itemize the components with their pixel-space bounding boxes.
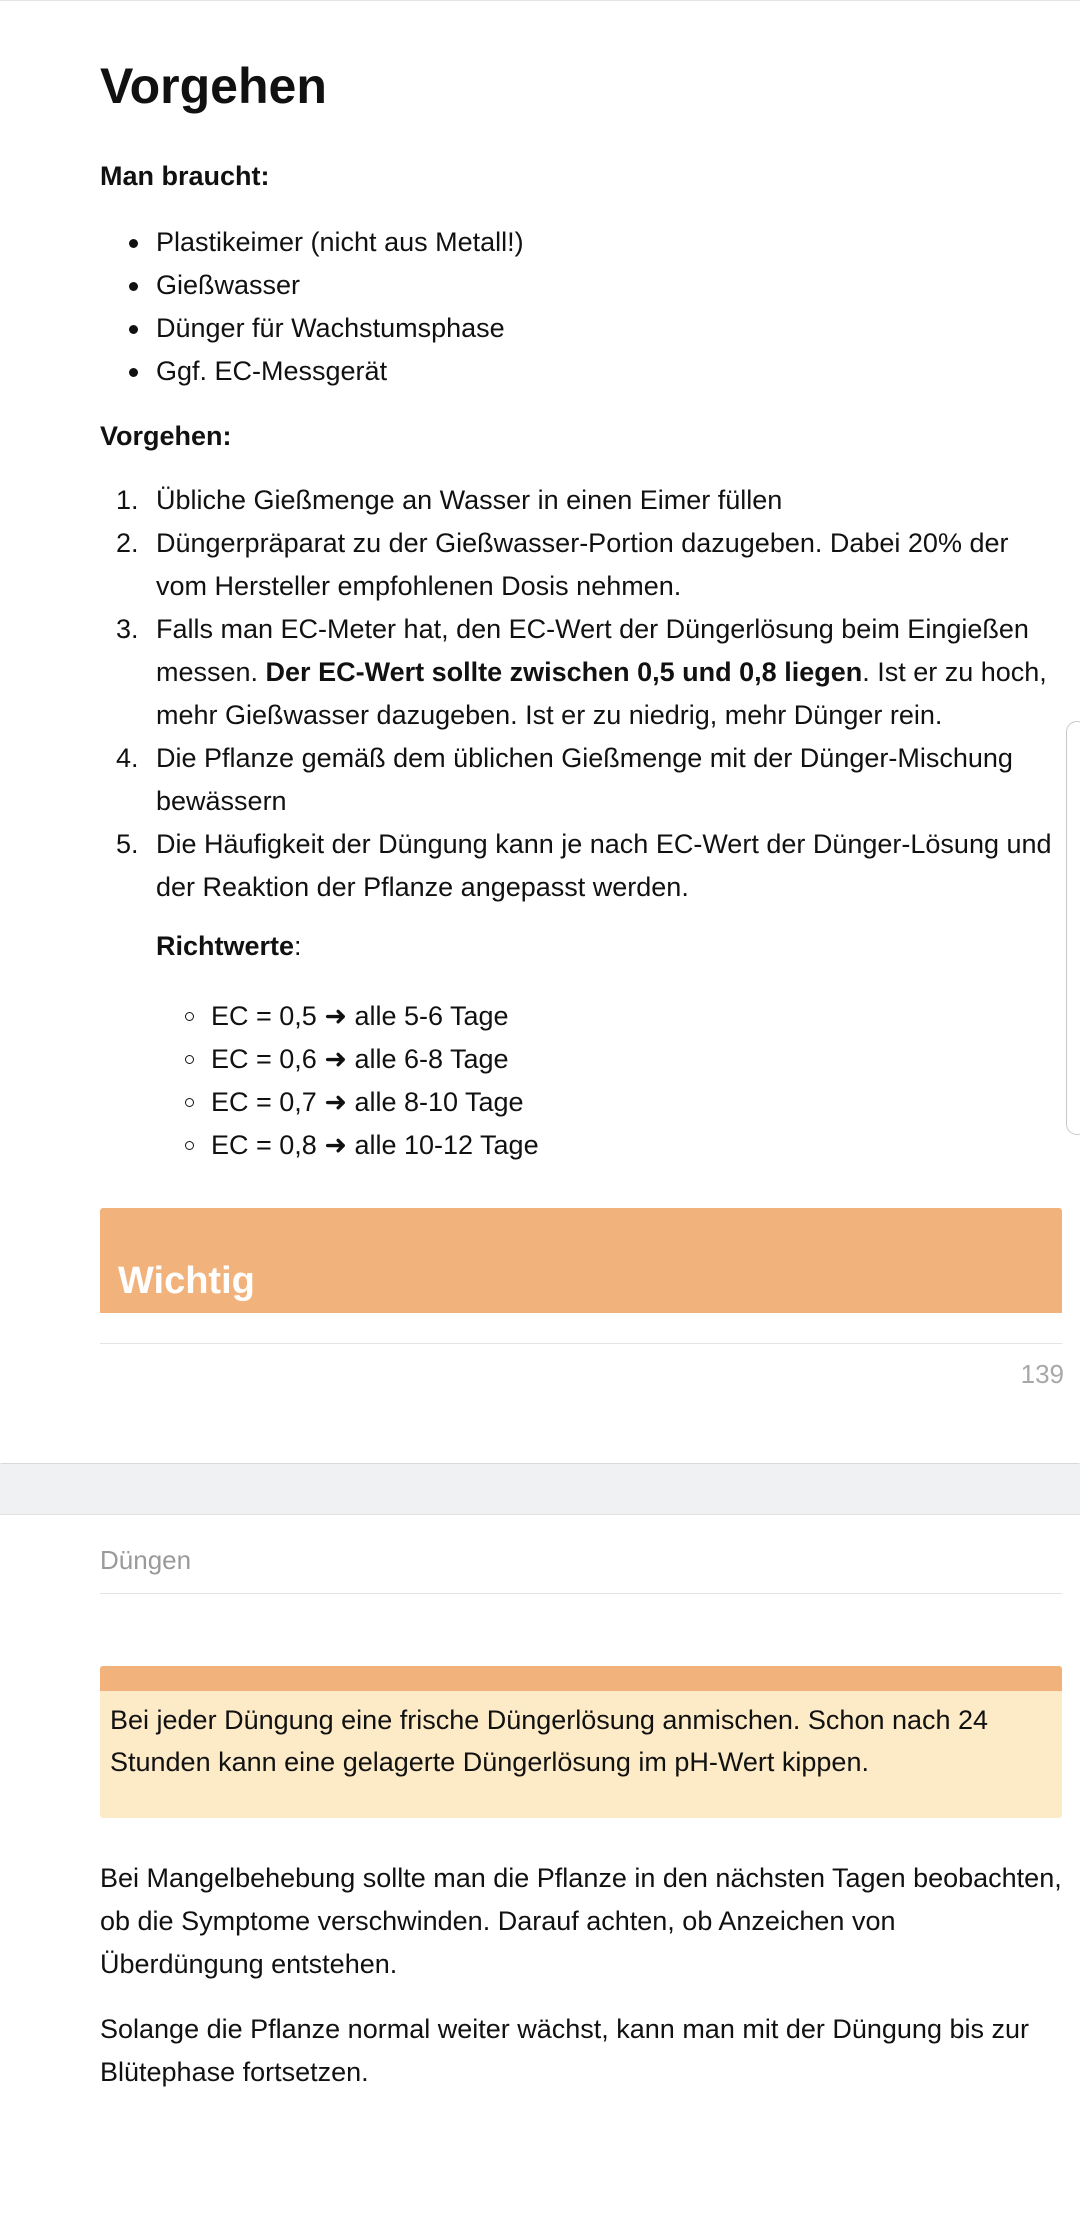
page-heading: Vorgehen xyxy=(100,58,327,114)
list-item: EC = 0,5 ➜ alle 5-6 Tage xyxy=(156,995,539,1038)
paragraph: Solange die Pflanze normal weiter wächst, kann man mit der Düngung bis zur Blütephase fortsetzen. xyxy=(100,2014,1029,2087)
wichtig-title: Wichtig xyxy=(118,1260,255,1302)
callout-text: Bei jeder Düngung eine frische Düngerlösung anmischen. Schon nach 24 Stunden kann eine gelagerte Düngerlösung im pH-Wert kippen. xyxy=(110,1705,989,1777)
man-braucht-label: Man braucht: xyxy=(100,161,270,191)
step-item: 5. Die Häufigkeit der Düngung kann je nach EC-Wert der Dünger-Lösung und der Reaktion der Pflanze angepasst werden. xyxy=(116,829,1052,902)
step-item: 2. Düngerpräparat zu der Gießwasser-Portion dazugeben. Dabei 20% der vom Hersteller empfohlenen Dosis nehmen. xyxy=(116,528,1009,601)
circle-bullet-icon xyxy=(185,1012,194,1021)
bullet-dot-icon xyxy=(129,239,138,248)
list-item: EC = 0,8 ➜ alle 10-12 Tage xyxy=(156,1124,539,1167)
page-divider xyxy=(100,1343,1062,1344)
list-item: Ggf. EC-Messgerät xyxy=(100,350,1062,393)
bullet-dot-icon xyxy=(129,282,138,291)
vorgehen-label: Vorgehen: xyxy=(100,421,232,451)
wichtig-callout-body xyxy=(100,1666,1062,1818)
ec-range-emphasis: Der EC-Wert sollte zwischen 0,5 und 0,8 liegen xyxy=(265,657,863,687)
page-gap xyxy=(0,1464,1080,1514)
circle-bullet-icon xyxy=(185,1098,194,1107)
paragraph: Bei Mangelbehebung sollte man die Pflanze in den nächsten Tagen beobachten, ob die Symptome verschwinden. Darauf achten, ob Anzeichen von Überdüngung entstehen. xyxy=(100,1863,1062,1979)
scroll-handle[interactable] xyxy=(1066,721,1080,1135)
steps-list xyxy=(100,479,1062,909)
step-item: 3. Falls man EC-Meter hat, den EC-Wert der Düngerlösung beim Eingießen messen. Der EC-Wert sollte zwischen 0,5 und 0,8 liegen. Ist er zu hoch, mehr Gießwasser dazugeben. Ist er zu niedrig, mehr Dünger rein. xyxy=(116,614,1047,730)
section-divider xyxy=(100,1593,1062,1594)
list-item: Gießwasser xyxy=(100,264,1062,307)
list-item: EC = 0,6 ➜ alle 6-8 Tage xyxy=(156,1038,539,1081)
materials-list xyxy=(100,221,1062,393)
list-item: Plastikeimer (nicht aus Metall!) xyxy=(100,221,1062,264)
circle-bullet-icon xyxy=(185,1141,194,1150)
richtwerte-list xyxy=(156,995,539,1167)
callout-accent-bar xyxy=(100,1666,1062,1691)
list-item: Dünger für Wachstumsphase xyxy=(100,307,1062,350)
wichtig-callout-header xyxy=(100,1208,1062,1313)
step-item: 4. Die Pflanze gemäß dem üblichen Gießmenge mit der Dünger-Mischung bewässern xyxy=(116,743,1013,816)
step-item: 1. Übliche Gießmenge an Wasser in einen Eimer füllen xyxy=(116,485,783,515)
page-number: 139 xyxy=(1020,1359,1064,1389)
bullet-dot-icon xyxy=(129,325,138,334)
bullet-dot-icon xyxy=(129,368,138,377)
list-item: EC = 0,7 ➜ alle 8-10 Tage xyxy=(156,1081,539,1124)
circle-bullet-icon xyxy=(185,1055,194,1064)
richtwerte-label: Richtwerte: xyxy=(156,931,302,961)
section-header: Düngen xyxy=(100,1545,192,1575)
